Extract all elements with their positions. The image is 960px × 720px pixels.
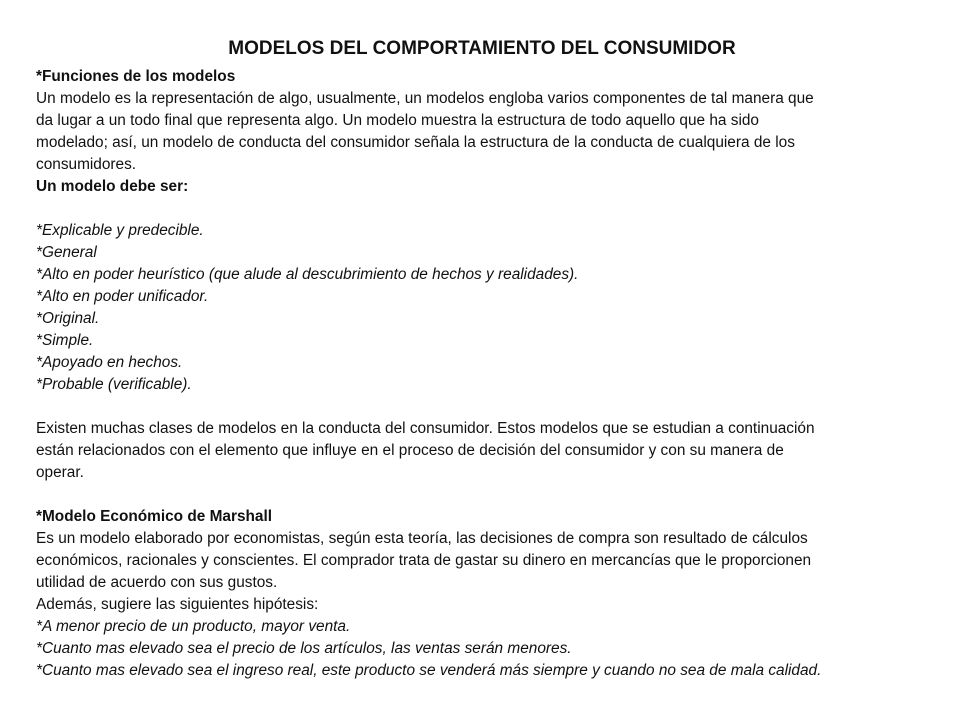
slide-title: MODELOS DEL COMPORTAMIENTO DEL CONSUMIDOR: [228, 38, 736, 59]
list-item: *Apoyado en hechos.: [36, 354, 183, 371]
slide-content: [36, 34, 928, 682]
paragraph-line: económicos, racionales y conscientes. El comprador trata de gastar su dinero en mercancías que le proporcionen: [36, 552, 812, 569]
spacer: [36, 198, 928, 220]
paragraph-line: da lugar a un todo final que representa algo. Un modelo muestra la estructura de todo aquello que ha sido: [36, 112, 759, 129]
paragraph-line: Un modelo es la representación de algo, usualmente, un modelos engloba varios componentes de tal manera que: [36, 90, 814, 107]
list-item: *Cuanto mas elevado sea el ingreso real, este producto se venderá más siempre y cuando no sea de mala calidad.: [36, 662, 822, 679]
paragraph-line: operar.: [36, 464, 84, 481]
definition-paragraph: [36, 88, 928, 176]
intro-paragraph: [36, 418, 928, 484]
list-item: *Alto en poder heurístico (que alude al descubrimiento de hechos y realidades).: [36, 266, 579, 283]
paragraph-line: Además, sugiere las siguientes hipótesis:: [36, 596, 319, 613]
requirements-list: [36, 220, 928, 396]
list-item: *Explicable y predecible.: [36, 222, 204, 239]
paragraph-line: consumidores.: [36, 156, 137, 173]
spacer: [36, 396, 928, 418]
list-item: *Original.: [36, 310, 100, 327]
paragraph-line: están relacionados con el elemento que influye en el proceso de decisión del consumidor y con su manera de: [36, 442, 784, 459]
paragraph-line: modelado; así, un modelo de conducta del consumidor señala la estructura de la conducta de cualquiera de los: [36, 134, 795, 151]
paragraph-line: Existen muchas clases de modelos en la conducta del consumidor. Estos modelos que se estudian a continuación: [36, 420, 815, 437]
section-heading-marshall: *Modelo Económico de Marshall: [36, 508, 273, 525]
list-item: *General: [36, 244, 97, 261]
marshall-paragraph: [36, 528, 928, 616]
list-item: *A menor precio de un producto, mayor venta.: [36, 618, 351, 635]
paragraph-line: utilidad de acuerdo con sus gustos.: [36, 574, 278, 591]
paragraph-line: Es un modelo elaborado por economistas, según esta teoría, las decisiones de compra son resultado de cálculos: [36, 530, 808, 547]
list-item: *Probable (verificable).: [36, 376, 192, 393]
spacer: [36, 484, 928, 506]
hypotheses-list: [36, 616, 928, 682]
requirements-heading: Un modelo debe ser:: [36, 178, 189, 195]
list-item: *Alto en poder unificador.: [36, 288, 209, 305]
list-item: *Simple.: [36, 332, 94, 349]
section-heading-funciones: *Funciones de los modelos: [36, 68, 236, 85]
list-item: *Cuanto mas elevado sea el precio de los artículos, las ventas serán menores.: [36, 640, 572, 657]
